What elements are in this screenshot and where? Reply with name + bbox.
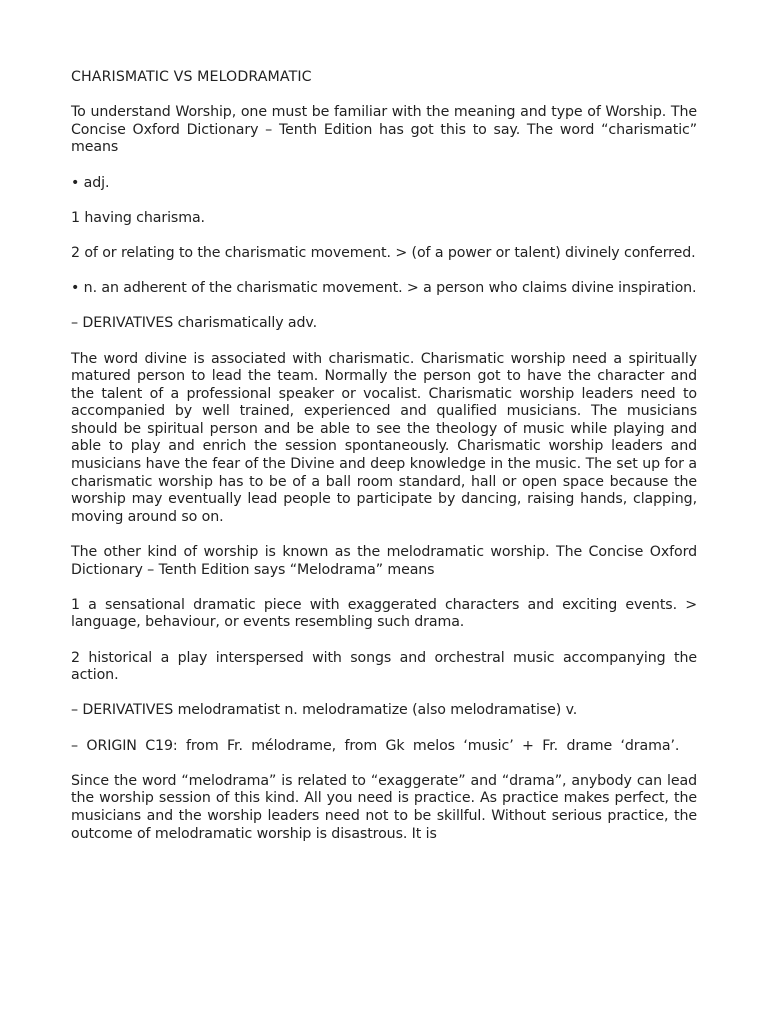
definition-sense-1: 1 having charisma.	[71, 209, 205, 226]
definition-sense-2: 2 of or relating to the charismatic movement. > (of a power or talent) divinely conferred.	[71, 244, 696, 261]
document-title: CHARISMATIC VS MELODRAMATIC	[71, 69, 312, 85]
definition-noun: • n. an adherent of the charismatic movement. > a person who claims divine inspiration.	[71, 280, 697, 297]
intro-paragraph: To understand Worship, one must be familiar with the meaning and type of Worship. The Concise Oxford Dictionary – Tenth Edition has got this to say. The word “charismatic” means	[71, 104, 697, 156]
derivatives-charismatic: – DERIVATIVES charismatically adv.	[71, 315, 318, 332]
melodrama-sense-2: 2 historical a play interspersed with songs and orchestral music accompanying the action.	[71, 649, 697, 684]
charismatic-worship-paragraph: The word divine is associated with charismatic. Charismatic worship need a spiritually matured person to lead the team. Normally the person got to have the character and the talent of a professional speaker or vocalist. Charismatic worship leaders need to accompanied by well trained, experienced and qualified musicians. The musicians should be spiritual person and be able to see the theology of music while playing and able to play and enrich the session spontaneously. Charismatic worship leaders and musicians have the fear of the Divine and deep knowledge in the music. The set up for a charismatic worship has to be of a ball room standard, hall or open space because the worship may eventually lead people to participate by dancing, raising hands, clapping, moving around so on.	[71, 350, 697, 525]
document-page	[71, 69, 697, 861]
melodramatic-intro-paragraph: The other kind of worship is known as the melodramatic worship. The Concise Oxford Dictionary – Tenth Edition says “Melodrama” means	[71, 544, 697, 578]
derivatives-melodramatic: – DERIVATIVES melodramatist n. melodramatize (also melodramatise) v.	[71, 702, 578, 719]
definition-pos-adj: • adj.	[71, 174, 110, 191]
melodramatic-worship-paragraph: Since the word “melodrama” is related to “exaggerate” and “drama”, anybody can lead the worship session of this kind. All you need is practice. As practice makes perfect, the musicians and the worship leaders need not to be skillful. Without serious practice, the outcome of melodramatic worship is disastrous. It is	[71, 772, 697, 842]
melodrama-sense-1: 1 a sensational dramatic piece with exaggerated characters and exciting events. > language, behaviour, or events resembling such drama.	[71, 596, 697, 631]
origin-melodrama: – ORIGIN C19: from Fr. mélodrame, from Gk melos ‘music’ + Fr. drame ‘drama’.	[71, 737, 680, 754]
